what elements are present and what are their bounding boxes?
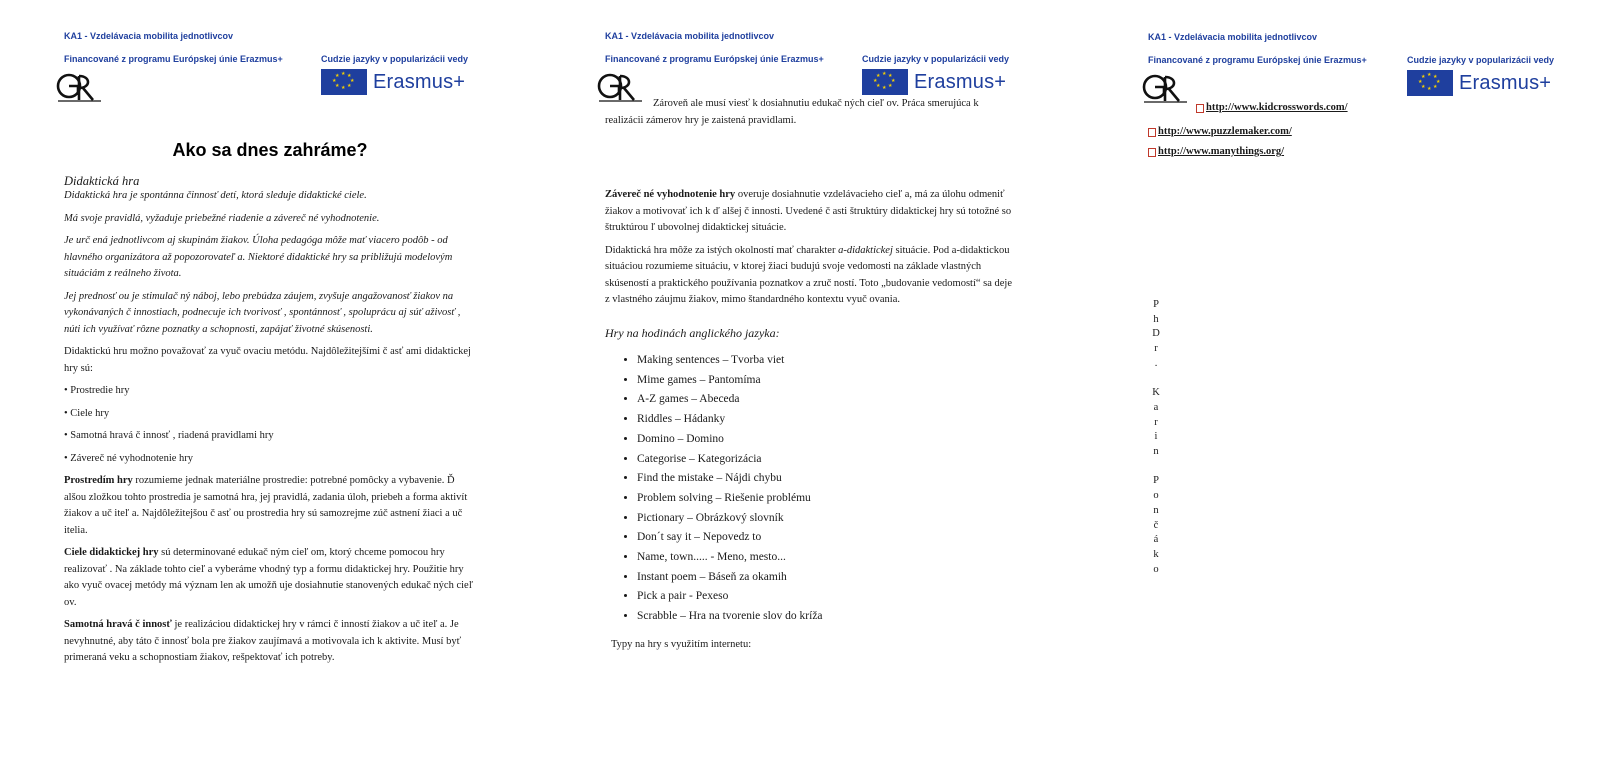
author-letter: . [1154, 357, 1158, 369]
bullet-box-icon [1196, 104, 1204, 113]
italic-term: a-didaktickej [838, 244, 893, 256]
list-item: • Pick a pair - Pexeso [637, 587, 1015, 607]
author-letter [1150, 372, 1162, 387]
list-item [1148, 98, 1348, 118]
list-item: • Riddles – Hádanky [637, 410, 1015, 430]
eu-flag-icon: ★ ★ ★ ★ ★ ★ ★ ★ [321, 69, 367, 95]
header-project-name: Cudzie jazyky v popularizácii vedy [862, 54, 1010, 64]
paragraph: Má svoje pravidlá, vyžaduje priebežné riadenie a závereč né vyhodnotenie. [64, 212, 380, 224]
paragraph: Je urč ená jednotlivcom aj skupinám žiakov. Úloha pedagóga môže mať viacero podôb - od hlavného organizátora až popozorovateľ a. Niektoré didaktické hry sa približujú modelovým situáciám z reálneho života. [64, 235, 453, 279]
list-item: • Ciele hry [64, 407, 110, 419]
list-item: • Scrabble – Hra na tvorenie slov do kríža [637, 607, 1015, 627]
list-item: • Prostredie hry [64, 385, 130, 396]
header-project-name: Cudzie jazyky v popularizácii vedy [1407, 55, 1555, 65]
page2-body [605, 96, 1015, 659]
bold-term: Samotná hravá č innosť [64, 619, 172, 630]
list-item: • Making sentences – Tvorba viet [637, 351, 1015, 371]
erasmus-logo [1407, 70, 1551, 96]
list-item: • Pictionary – Obrázkový slovník [637, 509, 1015, 529]
list-item: • Problem solving – Riešenie problému [637, 489, 1015, 509]
author-letter: P [1153, 299, 1159, 310]
paragraph-text: je realizáciou didaktickej hry v rámci č inností žiakov a uč iteľ a. Je nevyhnutné, aby táto č innosť bola pre žiakov zaujímavá a motivovala ich k aktivite. Musí byť primeraná veku a schopnostiam žiakov, rešpektovať ich potreby. [64, 619, 462, 663]
list-item: • Instant poem – Báseň za okamih [637, 568, 1015, 588]
paragraph: Didaktickú hru možno považovať za vyuč ovaciu metódu. Najdôležitejšími č asť ami didaktickej hry sú: [64, 346, 471, 374]
list-item: • A-Z games – Abeceda [637, 390, 1015, 410]
paragraph [605, 243, 1015, 309]
header-funded-text: Financované z programu Európskej únie Erazmus+ [64, 54, 283, 64]
list-item: • Domino – Domino [637, 430, 1015, 450]
paragraph [64, 545, 474, 611]
paragraph [64, 473, 474, 539]
author-letter: P [1153, 475, 1159, 487]
section-heading: Didaktická hra [64, 174, 140, 188]
paragraph-text: overuje dosiahnutie vzdelávacieho cieľ a, má za úlohu odmeniť žiakov a motivovať ich k ď alšej č innosti. Uvedené č asti štruktúry didaktickej hry sú totožné so štruktúrou ľ ubovolnej didaktickej situácie. [605, 189, 1012, 233]
list-item: • Name, town..... - Meno, mesto... [637, 548, 1015, 568]
erasmus-logo [862, 69, 1006, 95]
author-letter: r [1154, 343, 1158, 355]
list-item [1148, 122, 1348, 142]
list-item: • Samotná hravá č innosť , riadená pravidlami hry [64, 430, 274, 441]
links-list [1148, 98, 1348, 162]
list-item [1148, 142, 1348, 162]
author-letter: n [1153, 446, 1159, 458]
paragraph [605, 187, 1015, 237]
paragraph-text: sú determinované edukač ným cieľ om, ktorý chceme pomocou hry realizovať . Na základe tohto cieľ a vyberáme vhodný typ a formu didaktickej hry. Použitie hry ako vyuč ovacej metódy má význam len ak umožň uje dosiahnutie stanovených edukač ných cieľ ov. [64, 547, 473, 608]
bullet-box-icon [1148, 148, 1156, 157]
document-page-3 [1138, 0, 1598, 765]
paragraph-text: Didaktická hra môže za istých okolností mať charakter [605, 244, 839, 256]
link-kidcrosswords[interactable]: http://www.kidcrosswords.com/ [1206, 102, 1348, 113]
paragraph-text: situácie. Pod a-didaktickou situáciou rozumieme situáciu, v ktorej žiaci budujú svoje vedomosti na základe vlastných skúseností a praktického používania poznatkov a zruč ností. Toto „budovanie vedomostí“ sa deje z vlastného záujmu žiakov, mimo štandardného kontextu vyuč ovania. [605, 244, 1013, 305]
list-item: • Závereč né vyhodnotenie hry [64, 452, 194, 464]
author-letter: r [1154, 416, 1158, 428]
bullet-box-icon [1148, 128, 1156, 137]
erasmus-logo-text: Erasmus+ [914, 70, 1007, 93]
paragraph [64, 617, 474, 667]
author-letter: n [1153, 504, 1159, 516]
school-logo [55, 70, 105, 104]
link-puzzlemaker[interactable]: http://www.puzzlemaker.com/ [1158, 126, 1292, 137]
author-letter: á [1153, 534, 1159, 546]
author-letter: i [1154, 431, 1158, 443]
author-letter: č [1153, 519, 1159, 531]
author-letter: a [1153, 401, 1159, 413]
link-manythings[interactable]: http://www.manythings.org/ [1158, 146, 1285, 157]
header-project-name: Cudzie jazyky v popularizácii vedy [321, 54, 469, 64]
bold-term: Prostredím hry [64, 475, 133, 486]
author-letter: k [1153, 548, 1159, 560]
paragraph: Jej prednosť ou je stimulač ný náboj, lebo prebúdza záujem, zvyšuje angažovanosť žiakov na vykonávaných č innostiach, podnecuje ich tvorivosť , spontánnosť , spoluprácu aj súť aživosť , núti ich využívať rôzne poznatky a schopnosti, zapájať životné skúsenosti. [64, 290, 461, 335]
author-vertical-text [1150, 298, 1162, 577]
games-list [605, 351, 1015, 627]
page1-body [64, 174, 474, 673]
header-project-title: KA1 - Vzdelávacia mobilita jednotlivcov [605, 31, 775, 41]
header-funded-text: Financované z programu Európskej únie Erazmus+ [605, 54, 824, 64]
list-item: • Don´t say it – Nepovedz to [637, 528, 1015, 548]
games-heading: Hry na hodinách anglického jazyka: [605, 325, 780, 340]
internet-games-line: Typy na hry s využitím internetu: [611, 638, 752, 650]
author-letter [1150, 460, 1162, 475]
header-funded-text: Financované z programu Európskej únie Erazmus+ [1148, 55, 1367, 65]
erasmus-logo-text: Erasmus+ [1459, 71, 1552, 94]
eu-flag-icon: ★ ★ ★ ★ ★ ★ ★ ★ [862, 69, 908, 95]
erasmus-logo [321, 69, 465, 95]
bold-term: Závereč né vyhodnotenie hry [605, 189, 736, 200]
list-item: • Mime games – Pantomíma [637, 371, 1015, 391]
document-page-1 [55, 0, 485, 765]
document-page-2 [596, 0, 1026, 765]
header-project-title: KA1 - Vzdelávacia mobilita jednotlivcov [64, 31, 234, 41]
header-project-title: KA1 - Vzdelávacia mobilita jednotlivcov [1148, 32, 1318, 42]
author-letter: D [1152, 328, 1160, 340]
author-letter: o [1153, 490, 1159, 502]
author-letter: o [1153, 563, 1159, 575]
bold-term: Ciele didaktickej hry [64, 547, 159, 558]
author-letter: h [1153, 313, 1159, 325]
eu-flag-icon: ★ ★ ★ ★ ★ ★ ★ ★ [1407, 70, 1453, 96]
paragraph: Zároveň ale musí viesť k dosiahnutiu edukač ných cieľ ov. Práca smerujúca k realizácii zámerov hry je zaistená pravidlami. [605, 98, 979, 126]
list-item: • Find the mistake – Nájdi chybu [637, 469, 1015, 489]
paragraph-text: rozumieme jednak materiálne prostredie: potrebné pomôcky a vybavenie. Ď alšou zložkou tohto prostredia je samotná hra, jej pravidlá, zadania úloh, priebeh a forma aktivít žiakov a uč iteľ a. Najdôležitejšou č asť ou prostredia hry sú samozrejme zúč astnení žiaci a uč itelia. [64, 475, 468, 536]
list-item: • Categorise – Kategorizácia [637, 450, 1015, 470]
author-letter: K [1152, 387, 1160, 399]
erasmus-logo-text: Erasmus+ [373, 70, 466, 93]
page-title: Ako sa dnes zahráme? [172, 140, 368, 160]
paragraph: Didaktická hra je spontánna činnosť detí, ktorá sleduje didaktické ciele. [64, 190, 367, 201]
